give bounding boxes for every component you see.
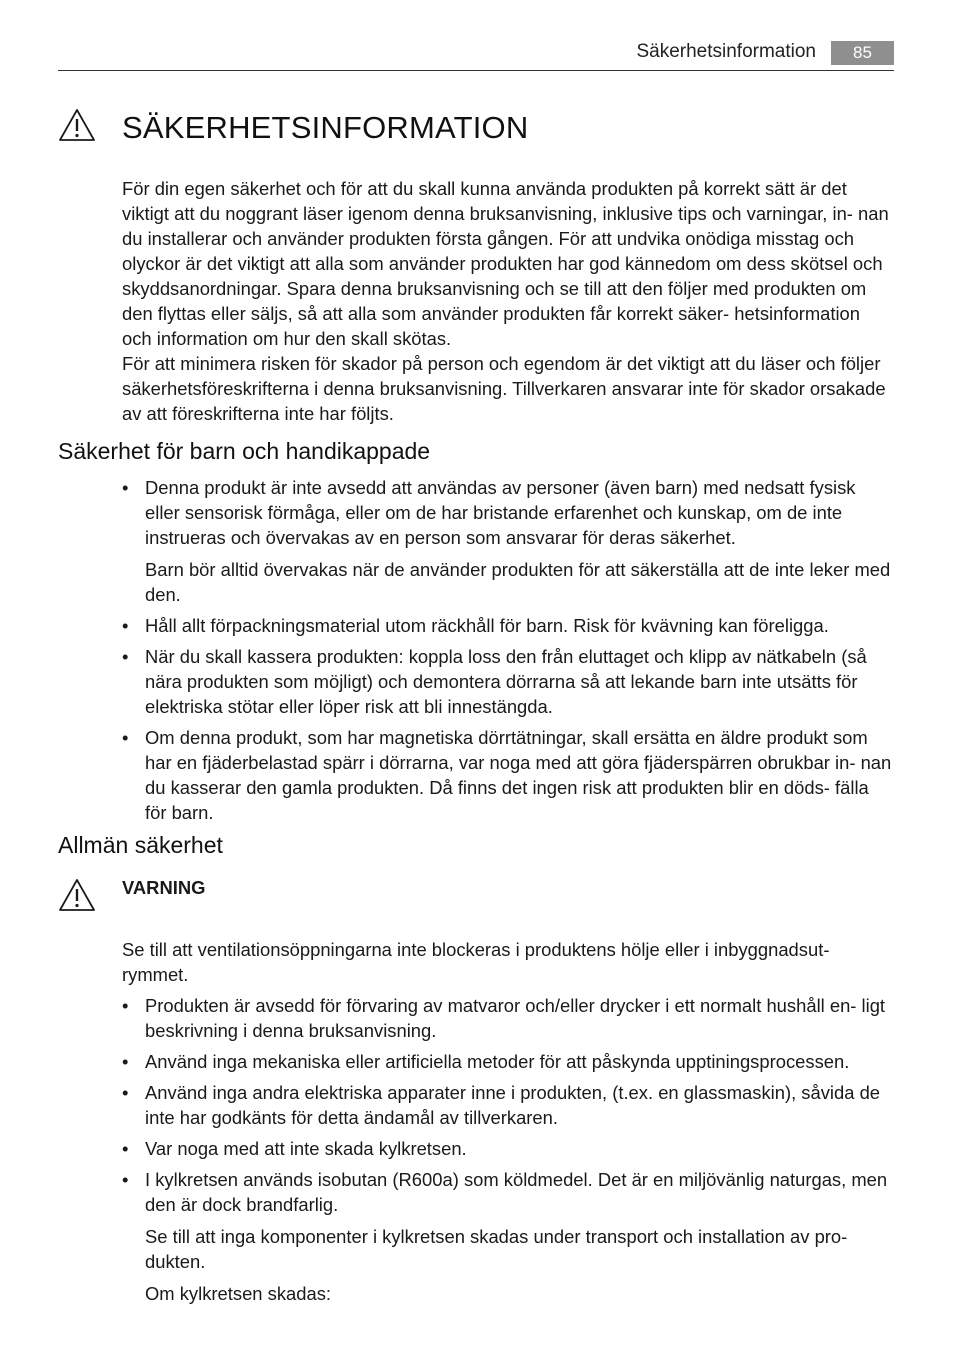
list-item	[122, 1080, 894, 1130]
intro-paragraph-1: För din egen säkerhet och för att du skall kunna använda produkten på korrekt sätt är det viktigt att du noggrant läser igenom denna bruksanvisning, inklusive tips och varningar, in- nan du installerar och använder produkten första gången. För att undvika onödiga misstag och olyckor är det viktigt att alla som använder produkten har god kännedom om dess skötsel och skyddsanordningar. Spara denna bruksanvisning och se till att den följer med produkten om den flyttas eller säljs, så att alla som använder produkten får korrekt säker- hetsinformation och information om hur den skall skötas.	[122, 178, 889, 349]
list-item-text: Använd inga mekaniska eller artificiella metoder för att påskynda upptiningsprocessen.	[145, 1051, 850, 1072]
warning-triangle-icon	[58, 108, 96, 142]
bullet: •	[122, 995, 129, 1016]
list-item	[122, 993, 894, 1043]
list-item-subtext: Se till att inga komponenter i kylkretsen skadas under transport och installation av pro- dukten.	[145, 1226, 848, 1272]
list-item-text: I kylkretsen används isobutan (R600a) som köldmedel. Det är en miljövänlig naturgas, men den är dock brandfarlig.	[145, 1169, 888, 1215]
warning-text: Se till att ventilationsöppningarna inte blockeras i produktens hölje eller i inbyggnadsut- rymmet.	[122, 939, 830, 985]
list-item-text: Var noga med att inte skada kylkretsen.	[145, 1138, 467, 1159]
children-section-heading: Säkerhet för barn och handikappade	[58, 438, 431, 464]
bullet: •	[122, 1169, 129, 1190]
header-section-title: Säkerhetsinformation	[636, 41, 816, 62]
bullet: •	[122, 1051, 129, 1072]
list-item-text: Denna produkt är inte avsedd att användas av personer (även barn) med nedsatt fysisk eller sensorisk förmåga, eller om de har bristande erfarenhet och kunskap, om de inte instrueras och övervakas av en person som ansvarar för deras säkerhet.	[145, 477, 856, 548]
list-item-text: Använd inga andra elektriska apparater inne i produkten, (t.ex. en glassmaskin), såvida de inte har godkänts för detta ändamål av tillverkaren.	[145, 1082, 881, 1128]
list-item	[122, 1049, 894, 1074]
warning-label: VARNING	[122, 877, 206, 898]
list-item	[122, 1136, 894, 1161]
bullet: •	[122, 477, 129, 498]
list-item-subtext: Om kylkretsen skadas:	[145, 1283, 332, 1304]
general-safety-list	[122, 993, 894, 1312]
bullet: •	[122, 1138, 129, 1159]
bullet: •	[122, 646, 129, 667]
list-item	[122, 475, 894, 607]
list-item-text: Produkten är avsedd för förvaring av matvaror och/eller drycker i ett normalt hushåll en- ligt beskrivning i denna bruksanvisning.	[145, 995, 886, 1041]
page-header	[58, 38, 894, 71]
general-section-heading: Allmän säkerhet	[58, 832, 223, 858]
intro-text	[122, 176, 894, 426]
list-item	[122, 725, 894, 825]
list-item-text: När du skall kassera produkten: koppla loss den från eluttaget och klipp av nätkabeln (så nära produkten som möjligt) och demontera dörrarna så att lekande barn inte utsätts för elektriska stötar eller löper risk att bli innestängda.	[145, 646, 867, 717]
list-item-text: Om denna produkt, som har magnetiska dörrtätningar, skall ersätta en äldre produkt som har en fjäderbelastad spärr i dörrarna, var noga med att göra fjäderspärren obrukbar in- nan du kasserar den gamla produkten. Då finns det ingen risk att produkten blir en döds- fälla för barn.	[145, 727, 892, 823]
list-item	[122, 644, 894, 719]
bullet: •	[122, 615, 129, 636]
list-item-text: Håll allt förpackningsmaterial utom räckhåll för barn. Risk för kvävning kan föreligga.	[145, 615, 829, 636]
children-safety-list	[122, 475, 894, 831]
warning-text-block	[122, 937, 894, 987]
title-warning-icon-wrap	[58, 108, 96, 147]
list-item-subtext: Barn bör alltid övervakas när de använder produkten för att säkerställa att de inte leker med den.	[145, 559, 891, 605]
bullet: •	[122, 1082, 129, 1103]
list-item	[122, 613, 894, 638]
list-item	[122, 1167, 894, 1306]
intro-paragraph-2: För att minimera risken för skador på person och egendom är det viktigt att du läser och följer säkerhetsföreskrifterna i denna bruksanvisning. Tillverkaren ansvarar inte för skador orsakade av att föreskrifterna inte har följts.	[122, 353, 886, 424]
warning-triangle-icon	[58, 878, 96, 912]
page-title: SÄKERHETSINFORMATION	[122, 110, 529, 145]
page-number: 85	[831, 41, 894, 65]
bullet: •	[122, 727, 129, 748]
